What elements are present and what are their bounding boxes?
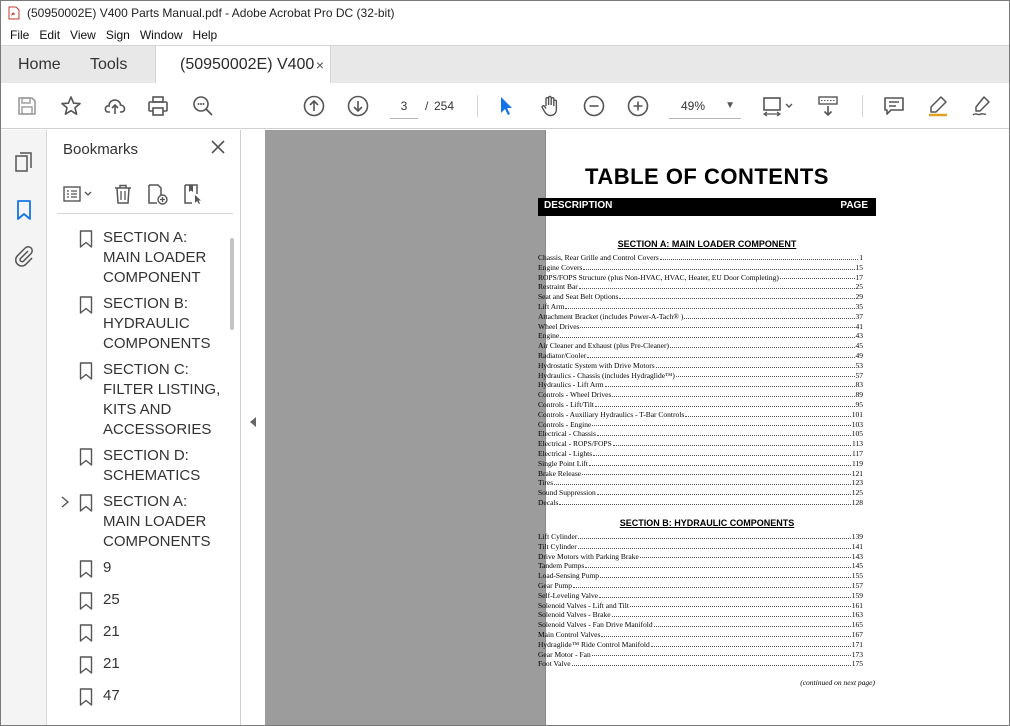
toc-entry-title: Sound Suppression bbox=[538, 488, 596, 498]
toc-dot-leader bbox=[583, 263, 854, 270]
toc-entry-title: Radiator/Cooler bbox=[538, 350, 587, 360]
toc-dot-leader bbox=[592, 420, 850, 427]
toc-entry-title: Air Cleaner and Exhaust (plus Pre-Cleaner) bbox=[538, 341, 669, 351]
toc-dot-leader bbox=[656, 361, 855, 368]
section-b-entries bbox=[538, 532, 863, 669]
toc-dot-leader bbox=[597, 429, 851, 436]
title-bar bbox=[1, 1, 1009, 25]
bookmarks-panel bbox=[47, 130, 241, 726]
toc-dot-leader bbox=[587, 351, 854, 358]
toc-col-description: DESCRIPTION bbox=[544, 200, 613, 211]
toc-entry-title: Gear Motor - Fan bbox=[538, 649, 591, 659]
toc-entry[interactable] bbox=[538, 371, 863, 381]
toc-entry-title: Solenoid Valves - Fan Drive Manifold bbox=[538, 620, 653, 630]
toc-entry[interactable] bbox=[538, 390, 863, 400]
toc-dot-leader bbox=[578, 542, 851, 549]
toc-entry-page: 53 bbox=[855, 360, 863, 370]
toc-dot-leader bbox=[554, 478, 851, 485]
toc-dot-leader bbox=[572, 659, 851, 666]
toc-dot-leader bbox=[660, 253, 858, 260]
pdf-page bbox=[538, 130, 1001, 726]
bookmark-label: 21 bbox=[103, 623, 120, 640]
menu-window[interactable]: Window bbox=[139, 28, 183, 42]
toc-entry-page: 17 bbox=[855, 272, 863, 282]
bookmark-icon bbox=[79, 448, 93, 466]
toc-dot-leader bbox=[670, 341, 855, 348]
bookmarks-panel-icon[interactable] bbox=[12, 198, 36, 222]
bookmark-label: 21 bbox=[103, 655, 120, 672]
continued-note: (continued on next page) bbox=[800, 678, 875, 687]
toc-dot-leader bbox=[685, 410, 851, 417]
bookmark-list bbox=[47, 228, 225, 718]
close-tab-icon[interactable]: × bbox=[315, 57, 324, 73]
toolbar-divider bbox=[862, 95, 863, 117]
toc-entry-page: 43 bbox=[855, 331, 863, 341]
toc-entry[interactable] bbox=[538, 571, 863, 581]
toc-dot-leader bbox=[654, 620, 851, 627]
zoom-out-icon[interactable] bbox=[582, 94, 606, 118]
toc-entry-title: Single Point Lift bbox=[538, 458, 589, 468]
toc-entry-title: Solenoid Valves - Brake bbox=[538, 610, 611, 620]
zoom-level-value: 49% bbox=[681, 99, 706, 113]
toc-entry-title: Wheel Drives bbox=[538, 321, 580, 331]
toc-entry-title: Gear Pump bbox=[538, 580, 572, 590]
toc-entry[interactable] bbox=[538, 263, 863, 273]
toc-entry-title: Solenoid Valves - Lift and Tilt bbox=[538, 600, 629, 610]
toc-entry-page: 175 bbox=[851, 659, 863, 669]
toc-dot-leader bbox=[601, 630, 850, 637]
tab-document-label: (50950002E) V400 bbox=[180, 56, 315, 73]
toc-entry[interactable] bbox=[538, 282, 863, 292]
menu-bar bbox=[1, 25, 1009, 45]
bookmark-label: 9 bbox=[103, 559, 112, 576]
new-bookmark-icon[interactable] bbox=[145, 182, 169, 206]
toc-header-bar bbox=[538, 198, 876, 216]
bookmark-icon bbox=[79, 656, 93, 674]
close-icon[interactable] bbox=[209, 138, 227, 156]
acrobat-pdf-icon bbox=[7, 6, 21, 20]
toc-entry[interactable] bbox=[538, 498, 863, 508]
toc-dot-leader bbox=[684, 312, 854, 319]
toc-dot-leader bbox=[597, 488, 851, 495]
toc-entry[interactable] bbox=[538, 410, 863, 420]
toc-entry-page: 125 bbox=[851, 488, 863, 498]
bookmark-icon bbox=[79, 624, 93, 642]
toc-entry-page: 121 bbox=[851, 468, 863, 478]
zoom-level-dropdown[interactable] bbox=[669, 93, 741, 119]
toc-dot-leader bbox=[605, 380, 855, 387]
menu-file[interactable]: File bbox=[10, 28, 30, 42]
toc-entry[interactable] bbox=[538, 591, 863, 601]
highlight-pen-icon[interactable] bbox=[926, 94, 950, 118]
toc-entry-page: 101 bbox=[851, 409, 863, 419]
toc-entry-page: 89 bbox=[855, 390, 863, 400]
toc-dot-leader bbox=[600, 571, 851, 578]
toc-entry-page: 163 bbox=[851, 610, 863, 620]
toc-entry-page: 41 bbox=[855, 321, 863, 331]
save-icon[interactable] bbox=[15, 94, 39, 118]
toc-entry[interactable] bbox=[538, 341, 863, 351]
toc-entry-page: 83 bbox=[855, 380, 863, 390]
toc-entry-page: 15 bbox=[855, 262, 863, 272]
window-title: (50950002E) V400 Parts Manual.pdf - Adobe Acrobat Pro DC (32-bit) bbox=[27, 6, 395, 20]
toc-entry-title: Chassis, Rear Grille and Control Covers bbox=[538, 253, 659, 262]
toc-dot-leader bbox=[651, 640, 851, 647]
toc-entry-page: 25 bbox=[855, 282, 863, 292]
toc-entry[interactable] bbox=[538, 312, 863, 322]
bookmark-label: 25 bbox=[103, 591, 120, 608]
bookmarks-toolbar bbox=[57, 176, 233, 214]
toc-entry[interactable] bbox=[538, 253, 863, 263]
toc-dot-leader bbox=[640, 552, 851, 559]
tab-document[interactable] bbox=[155, 46, 331, 84]
toc-entry-title: Lift Arm bbox=[538, 301, 565, 311]
bookmark-label: SECTION C: FILTER LISTING, KITS AND ACCESSORIES bbox=[103, 361, 221, 438]
toc-entry-page: 165 bbox=[851, 620, 863, 630]
toc-entry-page: 105 bbox=[851, 429, 863, 439]
toc-col-page: PAGE bbox=[840, 200, 868, 211]
toc-dot-leader bbox=[585, 561, 850, 568]
bookmark-icon bbox=[79, 296, 93, 314]
toc-dot-leader bbox=[595, 400, 855, 407]
toc-entry-title: Electrical - Chassis bbox=[538, 429, 596, 439]
toc-entry-page: 113 bbox=[852, 439, 863, 449]
toc-entry-title: Electrical - Lights bbox=[538, 448, 593, 458]
zoom-search-icon[interactable] bbox=[191, 94, 215, 118]
fill-sign-icon[interactable] bbox=[970, 94, 994, 118]
toc-entry[interactable] bbox=[538, 351, 863, 361]
toc-entry-title: Hydraglide™ Ride Control Manifold bbox=[538, 639, 650, 649]
tab-home[interactable]: Home bbox=[18, 56, 61, 73]
toc-dot-leader bbox=[559, 498, 850, 505]
toc-dot-leader bbox=[578, 532, 850, 539]
toc-dot-leader bbox=[612, 610, 851, 617]
toc-entry[interactable] bbox=[538, 439, 863, 449]
toc-dot-leader bbox=[613, 439, 851, 446]
toc-entry-page: 141 bbox=[851, 541, 863, 551]
bookmark-scrollbar[interactable] bbox=[230, 238, 234, 330]
toc-entry-page: 103 bbox=[851, 419, 863, 429]
toc-dot-leader bbox=[560, 331, 854, 338]
toc-entry[interactable] bbox=[538, 469, 863, 479]
toc-entry[interactable] bbox=[538, 601, 863, 611]
toc-entry-title: Electrical - ROPS/FOPS bbox=[538, 439, 612, 449]
toc-entry[interactable] bbox=[538, 273, 863, 283]
toc-entry[interactable] bbox=[538, 292, 863, 302]
toc-entry-page: 143 bbox=[851, 551, 863, 561]
star-icon[interactable] bbox=[59, 94, 83, 118]
toc-entry-title: ROPS/FOPS Structure (plus Non-HVAC, HVAC, Heater, EU Door Completing) bbox=[538, 272, 779, 282]
toc-entry-title: Controls - Lift/Tilt bbox=[538, 399, 594, 409]
bookmark-label: SECTION A: MAIN LOADER COMPONENT bbox=[103, 229, 207, 286]
document-view bbox=[241, 130, 1009, 726]
toc-dot-leader bbox=[582, 469, 851, 476]
toc-dot-leader bbox=[676, 371, 855, 378]
toc-entry[interactable] bbox=[538, 532, 863, 542]
toc-entry-title: Engine bbox=[538, 331, 560, 341]
attachments-paperclip-icon[interactable] bbox=[12, 244, 36, 268]
bookmark-icon bbox=[79, 362, 93, 380]
toc-dot-leader bbox=[573, 581, 851, 588]
toc-dot-leader bbox=[580, 322, 854, 329]
toc-entry-title: Attachment Bracket (includes Power-A-Tach® ) bbox=[538, 311, 684, 321]
toc-entry-page: 117 bbox=[852, 448, 863, 458]
bookmark-search-icon[interactable] bbox=[181, 182, 205, 206]
toc-entry-page: 119 bbox=[852, 458, 863, 468]
zoom-in-icon[interactable] bbox=[626, 94, 650, 118]
toc-dot-leader bbox=[565, 302, 854, 309]
toc-entry-title: Seat and Seat Belt Options bbox=[538, 292, 619, 302]
toc-entry[interactable] bbox=[538, 488, 863, 498]
toc-entry[interactable] bbox=[538, 361, 863, 371]
toc-entry[interactable] bbox=[538, 610, 863, 620]
toc-entry[interactable] bbox=[538, 552, 863, 562]
toc-entry-title: Decals bbox=[538, 497, 559, 507]
toc-entry-page: 157 bbox=[851, 580, 863, 590]
delete-bookmark-icon[interactable] bbox=[111, 182, 135, 206]
toc-dot-leader bbox=[612, 390, 854, 397]
toc-entry[interactable] bbox=[538, 400, 863, 410]
previous-page-icon[interactable] bbox=[302, 94, 326, 118]
toc-entry-page: 145 bbox=[851, 561, 863, 571]
toc-entry[interactable] bbox=[538, 620, 863, 630]
toc-entry-page: 161 bbox=[851, 600, 863, 610]
toc-entry[interactable] bbox=[538, 331, 863, 341]
page-thumbnails-icon[interactable] bbox=[12, 150, 36, 174]
toc-entry-page: 173 bbox=[851, 649, 863, 659]
tab-tools[interactable]: Tools bbox=[90, 56, 128, 73]
menu-edit[interactable]: Edit bbox=[39, 28, 61, 42]
bookmark-icon bbox=[79, 230, 93, 248]
bookmarks-title: Bookmarks bbox=[63, 141, 139, 158]
bookmark-icon bbox=[79, 494, 93, 512]
bookmark-label: SECTION A: MAIN LOADER COMPONENTS bbox=[103, 493, 211, 550]
toc-entry-title: Lift Cylinder bbox=[538, 532, 578, 541]
toc-entry-title: Drive Motors with Parking Brake bbox=[538, 551, 639, 561]
bookmark-label: 47 bbox=[103, 687, 120, 704]
toc-dot-leader bbox=[619, 292, 854, 299]
section-a-entries bbox=[538, 253, 863, 508]
toc-entry[interactable] bbox=[538, 429, 863, 439]
toc-entry[interactable] bbox=[538, 581, 863, 591]
page-number-input[interactable] bbox=[390, 93, 418, 119]
hand-tool-icon[interactable] bbox=[538, 94, 562, 118]
page-separator: / bbox=[425, 99, 429, 113]
menu-help[interactable]: Help bbox=[192, 28, 218, 42]
toc-entry-title: Hydraulics - Lift Arm bbox=[538, 380, 604, 390]
collapse-panel-icon[interactable] bbox=[249, 416, 257, 431]
toc-entry[interactable] bbox=[538, 322, 863, 332]
toc-entry[interactable] bbox=[538, 542, 863, 552]
toc-entry-title: Self-Leveling Valve bbox=[538, 590, 599, 600]
toc-entry[interactable] bbox=[538, 380, 863, 390]
bookmark-label: SECTION B: HYDRAULIC COMPONENTS bbox=[103, 295, 211, 352]
toc-entry[interactable] bbox=[538, 650, 863, 660]
toc-entry-page: 159 bbox=[851, 590, 863, 600]
toc-entry-title: Main Control Valves bbox=[538, 629, 601, 639]
section-a-heading: SECTION A: MAIN LOADER COMPONENT bbox=[617, 239, 797, 249]
toc-entry[interactable] bbox=[538, 478, 863, 488]
toc-entry-page: 35 bbox=[855, 301, 863, 311]
toc-entry[interactable] bbox=[538, 302, 863, 312]
toc-entry-page: 167 bbox=[851, 629, 863, 639]
page-fit-icon[interactable] bbox=[761, 94, 797, 118]
toc-dot-leader bbox=[579, 282, 855, 289]
toc-dot-leader bbox=[599, 591, 851, 598]
toc-dot-leader bbox=[593, 449, 851, 456]
navigation-rail bbox=[1, 130, 47, 726]
toc-entry-page: 45 bbox=[855, 341, 863, 351]
main-toolbar bbox=[1, 83, 1009, 129]
page-total: 254 bbox=[434, 99, 455, 113]
select-cursor-icon[interactable] bbox=[494, 94, 518, 118]
toc-entry-title: Load-Sensing Pump bbox=[538, 571, 600, 581]
toc-entry-title: Hydraulics - Chassis (includes Hydraglide™) bbox=[538, 370, 675, 380]
toc-dot-leader bbox=[589, 459, 851, 466]
bookmark-label: SECTION D: SCHEMATICS bbox=[103, 447, 201, 484]
toc-entry-title: Foot Valve bbox=[538, 659, 571, 669]
toc-entry-title: Tandem Pumps bbox=[538, 561, 585, 571]
toc-entry-title: Controls - Auxiliary Hydraulics - T-Bar Controls bbox=[538, 409, 685, 419]
toc-entry-page: 1 bbox=[859, 253, 863, 262]
chevron-right-icon[interactable] bbox=[60, 496, 70, 511]
toolbar-divider bbox=[477, 95, 478, 117]
toc-dot-leader bbox=[630, 601, 851, 608]
toc-entry-title: Hydrostatic System with Drive Motors bbox=[538, 360, 655, 370]
toc-entry[interactable] bbox=[538, 449, 863, 459]
toc-entry-page: 29 bbox=[855, 292, 863, 302]
toc-entry-title: Controls - Wheel Drives bbox=[538, 390, 612, 400]
toc-dot-leader bbox=[780, 273, 855, 280]
toc-entry-page: 57 bbox=[855, 370, 863, 380]
toc-entry-page: 37 bbox=[855, 311, 863, 321]
toc-title: TABLE OF CONTENTS bbox=[585, 164, 829, 189]
toc-entry-title: Tilt Cylinder bbox=[538, 541, 577, 551]
toc-entry-page: 128 bbox=[851, 497, 863, 507]
menu-view[interactable]: View bbox=[70, 28, 96, 42]
comment-icon[interactable] bbox=[882, 94, 906, 118]
toc-entry-page: 155 bbox=[851, 571, 863, 581]
toc-entry-title: Tires bbox=[538, 478, 554, 488]
toc-entry[interactable] bbox=[538, 459, 863, 469]
next-page-icon[interactable] bbox=[346, 94, 370, 118]
bookmark-icon bbox=[79, 688, 93, 706]
toc-entry-page: 95 bbox=[855, 399, 863, 409]
toc-entry-title: Engine Covers bbox=[538, 262, 583, 272]
toc-dot-leader bbox=[592, 650, 851, 657]
bookmark-icon bbox=[79, 560, 93, 578]
toc-entry-title: Restraint Bar bbox=[538, 282, 578, 292]
tab-bar bbox=[1, 45, 1009, 83]
toc-entry-page: 139 bbox=[851, 532, 863, 541]
toc-entry[interactable] bbox=[538, 561, 863, 571]
toc-entry[interactable] bbox=[538, 640, 863, 650]
toc-entry-title: Controls - Engine bbox=[538, 419, 592, 429]
toc-entry[interactable] bbox=[538, 659, 863, 669]
toc-entry-page: 171 bbox=[851, 639, 863, 649]
toc-entry-title: Brake Release bbox=[538, 468, 582, 478]
menu-sign[interactable]: Sign bbox=[105, 28, 130, 42]
section-b-heading: SECTION B: HYDRAULIC COMPONENTS bbox=[619, 518, 795, 528]
print-icon[interactable] bbox=[146, 94, 170, 118]
toc-entry-page: 123 bbox=[851, 478, 863, 488]
scroll-mode-icon[interactable] bbox=[816, 94, 840, 118]
bookmark-icon bbox=[79, 592, 93, 610]
toc-entry[interactable] bbox=[538, 630, 863, 640]
chevron-down-icon: ▼ bbox=[725, 100, 735, 111]
toc-entry[interactable] bbox=[538, 420, 863, 430]
toc-entry-page: 49 bbox=[855, 350, 863, 360]
share-upload-icon[interactable] bbox=[103, 94, 127, 118]
bookmark-options-icon[interactable] bbox=[61, 182, 97, 206]
